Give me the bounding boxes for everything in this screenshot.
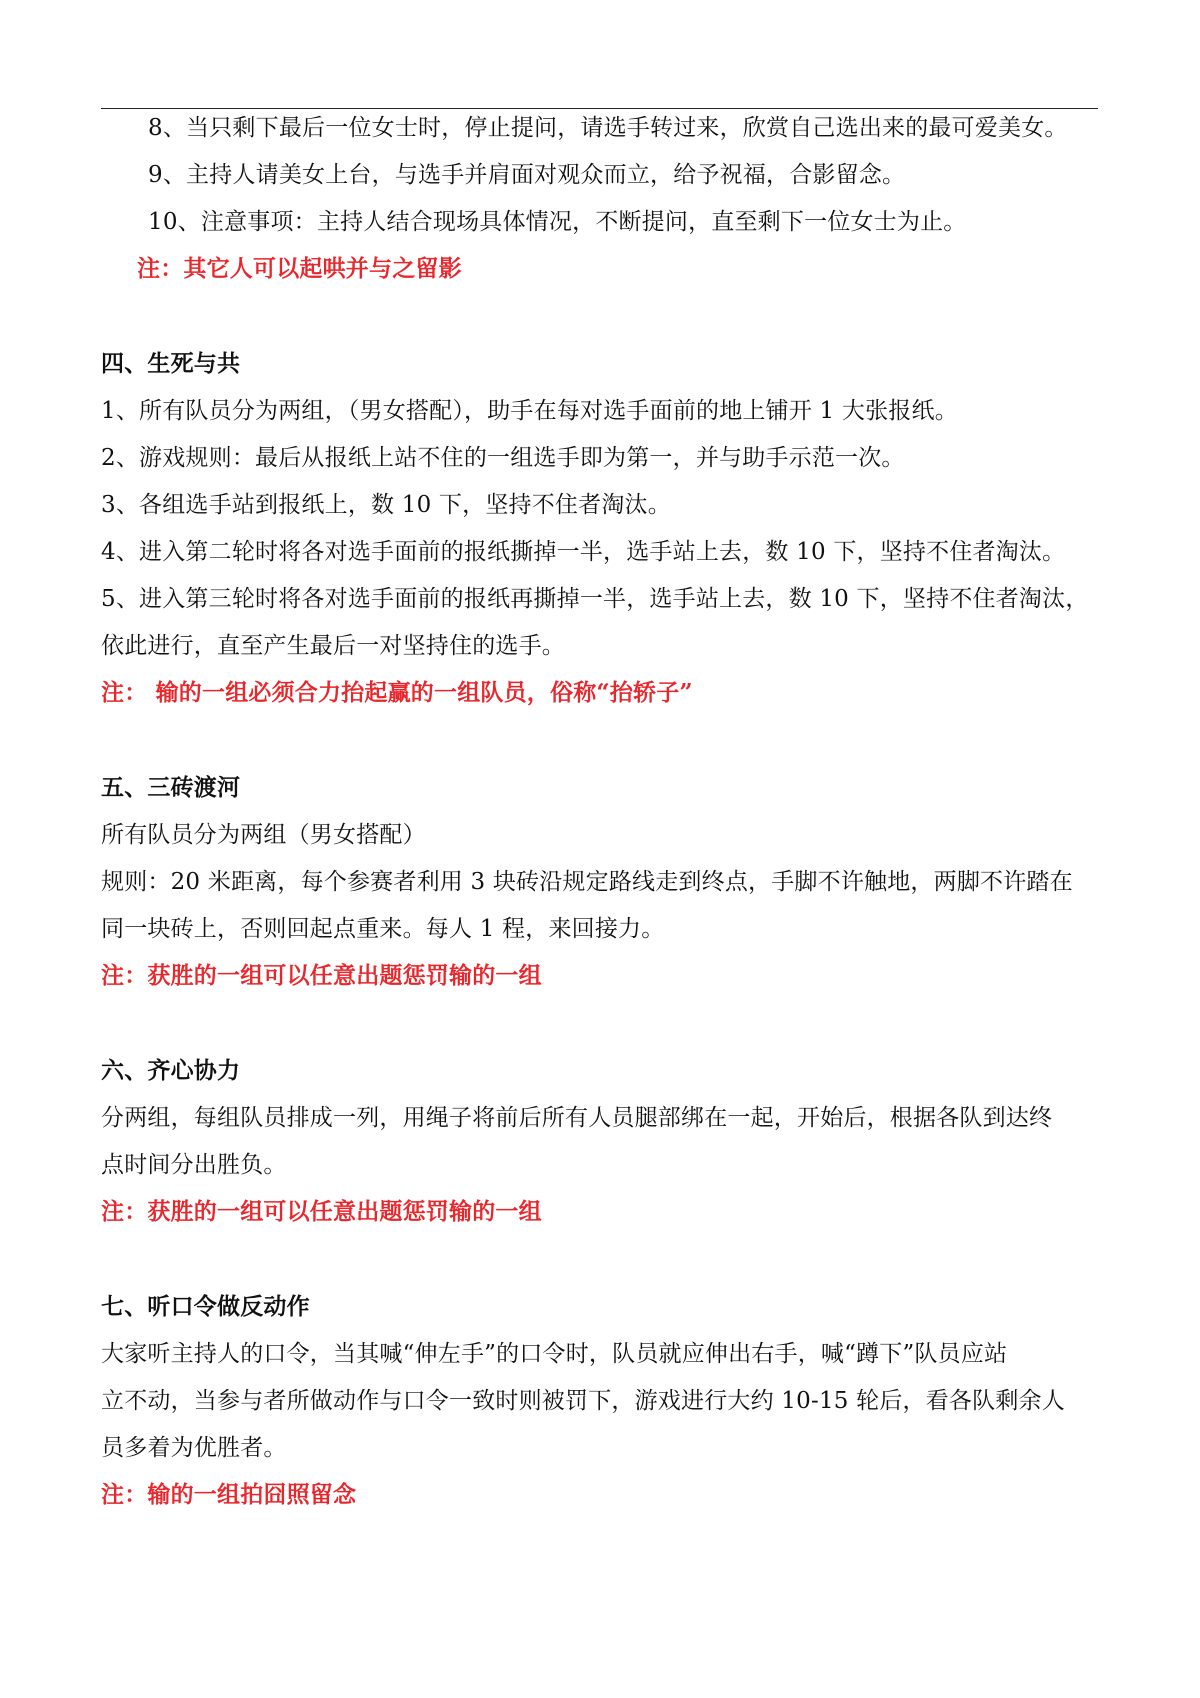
section-4-line-2: 2、游戏规则：最后从报纸上站不住的一组选手即为第一，并与助手示范一次。 (101, 445, 905, 471)
section-7-note: 注：输的一组拍囧照留念 (101, 1481, 357, 1508)
section-4-note: 注： 输的一组必须合力抬起赢的一组队员，俗称“抬轿子” (101, 679, 693, 706)
section-4-line-6: 依此进行，直至产生最后一对坚持住的选手。 (101, 633, 565, 659)
section-6-line-1: 分两组，每组队员排成一列，用绳子将前后所有人员腿部绑在一起，开始后，根据各队到达终 (101, 1105, 1053, 1131)
section-7-line-2: 立不动，当参与者所做动作与口令一致时则被罚下，游戏进行大约 10-15 轮后，看各队剩余人 (101, 1388, 1065, 1414)
section-5-line-2: 规则：20 米距离，每个参赛者利用 3 块砖沿规定路线走到终点，手脚不许触地，两脚不许踏在 (101, 869, 1073, 895)
section-6-title: 六、齐心协力 (101, 1057, 241, 1084)
section-6-note: 注：获胜的一组可以任意出题惩罚输的一组 (101, 1198, 542, 1225)
intro-item-10: 10、注意事项：主持人结合现场具体情况，不断提问，直至剩下一位女士为止。 (148, 209, 967, 235)
section-5-line-3: 同一块砖上，否则回起点重来。每人 1 程，来回接力。 (101, 916, 665, 942)
section-4-line-4: 4、进入第二轮时将各对选手面前的报纸撕掉一半，选手站上去，数 10 下，坚持不住者淘汰。 (101, 539, 1066, 565)
section-4-title: 四、生死与共 (101, 350, 241, 377)
intro-note: 注：其它人可以起哄并与之留影 (137, 255, 462, 282)
section-4-line-5: 5、进入第三轮时将各对选手面前的报纸再撕掉一半，选手站上去，数 10 下，坚持不住者淘汰， (101, 586, 1089, 612)
intro-item-9: 9、主持人请美女上台，与选手并肩面对观众而立，给予祝福，合影留念。 (148, 162, 906, 188)
section-7-line-1: 大家听主持人的口令，当其喊“伸左手”的口令时，队员就应伸出右手，喊“蹲下”队员应站 (101, 1341, 1008, 1367)
section-5-line-1: 所有队员分为两组（男女搭配） (101, 822, 426, 848)
section-5-title: 五、三砖渡河 (101, 774, 241, 801)
section-6-line-2: 点时间分出胜负。 (101, 1152, 287, 1178)
section-4-line-1: 1、所有队员分为两组，（男女搭配），助手在每对选手面前的地上铺开 1 大张报纸。 (101, 398, 958, 424)
section-4-line-3: 3、各组选手站到报纸上，数 10 下，坚持不住者淘汰。 (101, 492, 671, 518)
intro-item-8: 8、当只剩下最后一位女士时，停止提问，请选手转过来，欣赏自己选出来的最可爱美女。 (148, 115, 1068, 141)
header-rule (101, 108, 1098, 109)
section-7-title: 七、听口令做反动作 (101, 1293, 310, 1320)
section-7-line-3: 员多着为优胜者。 (101, 1435, 287, 1461)
section-5-note: 注：获胜的一组可以任意出题惩罚输的一组 (101, 962, 542, 989)
